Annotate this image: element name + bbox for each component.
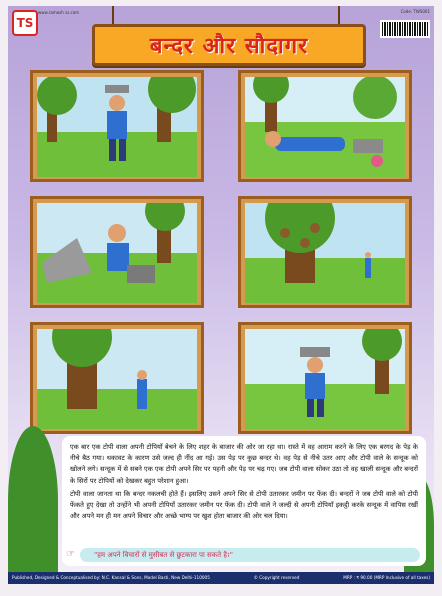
title-sign bbox=[92, 24, 366, 66]
poster bbox=[8, 6, 434, 584]
scene-3 bbox=[30, 196, 204, 308]
scene-1 bbox=[30, 70, 204, 182]
publisher-info: Published, Designed & Conceptualised by: N.C. Kansal & Sons, Model Basti, New Delhi-110005 bbox=[12, 575, 210, 580]
moral-banner bbox=[66, 548, 420, 562]
footer-bar bbox=[8, 572, 434, 584]
story-paragraph-2: टोपी वाला जानता था कि बन्दर नकलची होते हैं। इसलिए उसने अपने सिर से टोपी उतारकर जमीन पर फेंक दी। बन्दरों ने जब टोपी वाले को टोपी फेंकते हुए देखा तो उन्होंने भी अपनी टोपियाँ उतारकर जमीन पर फेंक दी। टोपी वाले ने जल्दी से अपनी टोपियाँ इकट्ठी करके सन्दूक में वापिस रखीं और अपने मन ही मन अपने विचार और अच्छे भाग्य पर खुश होता बाजार की ओर चल दिया। bbox=[70, 489, 418, 521]
scene-6-illustration bbox=[245, 329, 405, 429]
scene-5 bbox=[30, 322, 204, 434]
story-paragraph-1: एक बार एक टोपी वाला अपनी टोपियाँ बेचने के लिए शहर के बाजार की ओर जा रहा था। रास्ते में वह आराम करने के लिए एक बरगद के पेड़ के नीचे बैठ गया। थकावट के कारण उसे जल्द ही नींद आ गई। उस पेड़ पर कुछ बन्दर थे। वह पेड़ से नीचे उतर आए और टोपी वाले के सन्दूक को खोलने लगे। सन्दूक में से सबने एक एक टोपी अपने सिर पर पहनी और पेड़ पर चढ़ गए। जब टोपी वाला सोकर उठा तो वह खाली सन्दूक और बन्दरों के सिरों पर टोपियों को देखकर बहुत परेशान हुआ। bbox=[70, 443, 418, 485]
pointing-hand-icon: ☞ bbox=[66, 549, 75, 560]
publisher-logo: TS bbox=[12, 10, 38, 36]
scene-3-illustration bbox=[37, 203, 197, 303]
copyright-text: © Copyright reserved bbox=[253, 575, 300, 580]
plant-decoration-left bbox=[8, 426, 58, 576]
moral-text: "हम अपने विचारों से मुसीबत से छुटकारा पा सकते है।" bbox=[94, 551, 233, 559]
scene-6 bbox=[238, 322, 412, 434]
story-text-box bbox=[62, 436, 426, 566]
scene-2-illustration bbox=[245, 77, 405, 177]
page-title: बन्दर और सौदागर bbox=[149, 34, 309, 59]
website-text: www.ramesh ss.com bbox=[38, 10, 80, 15]
product-code: Code: TWS001 bbox=[400, 9, 430, 14]
barcode-icon bbox=[380, 20, 430, 38]
scene-5-illustration bbox=[37, 329, 197, 429]
scene-4 bbox=[238, 196, 412, 308]
scene-4-illustration bbox=[245, 203, 405, 303]
price-text: MRP : ₹ 90.00 (MRP Inclusive of all taxes) bbox=[343, 575, 430, 580]
scene-2 bbox=[238, 70, 412, 182]
scene-1-illustration bbox=[37, 77, 197, 177]
